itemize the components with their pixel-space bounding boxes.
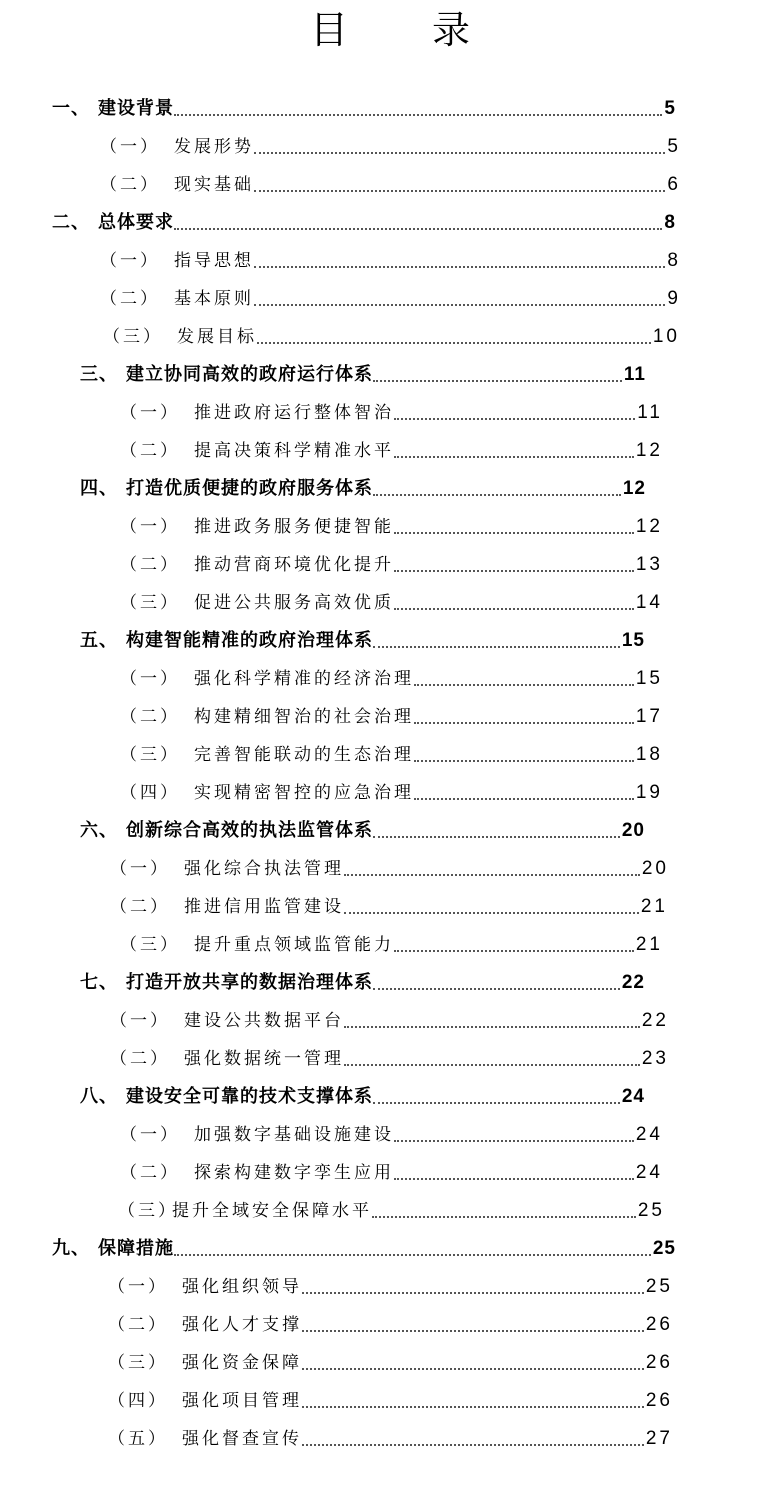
toc-number: （三） [120, 593, 180, 613]
toc-title: 促进公共服务高效优质 [194, 593, 394, 613]
toc-entry[interactable] [110, 1045, 669, 1073]
toc-page-number: 12 [635, 516, 663, 537]
toc-entry[interactable] [120, 437, 663, 465]
toc-leader [344, 894, 639, 914]
toc-page-number: 9 [667, 288, 681, 309]
toc-title: 建设安全可靠的技术支撑体系 [126, 1086, 373, 1107]
toc-page-number: 24 [635, 1162, 663, 1183]
toc-title: 完善智能联动的生态治理 [194, 745, 414, 765]
toc-page-number: 26 [645, 1352, 673, 1373]
toc-title: 推动营商环境优化提升 [194, 555, 394, 575]
toc-number: 八、 [80, 1086, 118, 1107]
toc-page-number: 15 [635, 668, 663, 689]
toc-number: 七、 [80, 972, 118, 993]
toc-page-number: 11 [623, 364, 646, 385]
toc-leader [344, 856, 640, 876]
toc-leader [373, 362, 622, 382]
toc-entry[interactable] [120, 513, 663, 541]
toc-entry[interactable] [103, 323, 680, 351]
toc-number: （四） [120, 783, 180, 803]
toc-leader [344, 1008, 640, 1028]
toc-leader [302, 1426, 644, 1446]
toc-entry[interactable] [108, 1311, 673, 1339]
toc-number: 二、 [52, 212, 90, 233]
toc-number: （三） [103, 327, 163, 347]
toc-number: 六、 [80, 820, 118, 841]
toc-title: 推进信用监管建设 [184, 897, 344, 917]
toc-title: 发展形势 [174, 137, 254, 157]
toc-number: （二） [108, 1315, 168, 1335]
toc-leader [254, 134, 665, 154]
toc-entry[interactable] [80, 361, 646, 389]
toc-title: 强化综合执法管理 [184, 859, 344, 879]
toc-leader [302, 1274, 644, 1294]
toc-title: 总体要求 [98, 212, 174, 233]
toc-title: 加强数字基础设施建设 [194, 1125, 394, 1145]
toc-entry[interactable] [80, 475, 646, 503]
toc-entry[interactable] [108, 1273, 673, 1301]
toc-leader [373, 970, 620, 990]
toc-title: 建设公共数据平台 [184, 1011, 344, 1031]
toc-number: （三） [118, 1201, 178, 1221]
toc-entry[interactable] [120, 589, 663, 617]
toc-title: 发展目标 [177, 327, 257, 347]
toc-title: 指导思想 [174, 251, 254, 271]
toc-page-number: 27 [645, 1428, 673, 1449]
toc-entry[interactable] [80, 1083, 645, 1111]
toc-entry[interactable] [80, 969, 645, 997]
toc-entry[interactable] [100, 247, 681, 275]
toc-leader [302, 1312, 644, 1332]
toc-title: 强化数据统一管理 [184, 1049, 344, 1069]
toc-entry[interactable] [120, 551, 663, 579]
toc-entry[interactable] [100, 171, 681, 199]
toc-entry[interactable] [120, 741, 663, 769]
toc-page-number: 20 [641, 858, 669, 879]
toc-leader [372, 1198, 636, 1218]
toc-page-number: 14 [635, 592, 663, 613]
toc-leader [302, 1388, 644, 1408]
toc-entry[interactable] [120, 665, 663, 693]
toc-entry[interactable] [80, 817, 645, 845]
toc-entry[interactable] [52, 209, 676, 237]
toc-leader [344, 1046, 640, 1066]
toc-leader [373, 628, 620, 648]
toc-title: 强化人才支撑 [182, 1315, 302, 1335]
toc-page-number: 10 [652, 326, 680, 347]
toc-leader [394, 552, 634, 572]
toc-page-number: 17 [635, 706, 663, 727]
toc-number: （二） [120, 707, 180, 727]
toc-page-number: 12 [622, 478, 646, 499]
toc-leader [394, 1160, 634, 1180]
toc-leader [254, 286, 665, 306]
toc-title: 提升全域安全保障水平 [172, 1201, 372, 1221]
toc-page-number: 21 [635, 934, 663, 955]
toc-title: 保障措施 [98, 1238, 174, 1259]
toc-number: （一） [108, 1277, 168, 1297]
toc-leader [414, 742, 634, 762]
toc-title: 现实基础 [174, 175, 254, 195]
toc-entry[interactable] [118, 1197, 665, 1225]
toc-number: （二） [120, 1163, 180, 1183]
toc-leader [373, 818, 620, 838]
toc-entry[interactable] [100, 285, 681, 313]
toc-entry[interactable] [52, 95, 676, 123]
toc-leader [257, 324, 651, 344]
toc-page-number: 12 [635, 440, 663, 461]
toc-number: 九、 [52, 1238, 90, 1259]
toc-page-number: 18 [635, 744, 663, 765]
toc-number: （一） [100, 251, 160, 271]
toc-number: （二） [100, 289, 160, 309]
toc-page-number: 25 [652, 1238, 676, 1259]
toc-number: 一、 [52, 98, 90, 119]
toc-number: （三） [120, 935, 180, 955]
toc-title: 推进政府运行整体智治 [194, 403, 394, 423]
toc-title: 打造开放共享的数据治理体系 [126, 972, 373, 993]
toc-entry[interactable] [120, 1159, 663, 1187]
toc-page-number: 11 [637, 402, 663, 423]
toc-page-number: 8 [667, 250, 681, 271]
toc-leader [414, 704, 634, 724]
toc-page-number: 5 [664, 98, 676, 119]
toc-number: （二） [120, 555, 180, 575]
toc-leader [394, 514, 634, 534]
toc-number: （一） [110, 859, 170, 879]
toc-title: 实现精密智控的应急治理 [194, 783, 414, 803]
toc-number: （一） [120, 669, 180, 689]
toc-entry[interactable] [110, 893, 668, 921]
toc-number: （一） [120, 1125, 180, 1145]
toc-entry[interactable] [80, 627, 645, 655]
toc-page-number: 8 [664, 212, 676, 233]
toc-page-number: 22 [621, 972, 645, 993]
toc-leader [254, 248, 665, 268]
toc-leader [174, 96, 662, 116]
toc-number: （四） [108, 1391, 168, 1411]
toc-entry[interactable] [110, 1007, 669, 1035]
toc-title: 基本原则 [174, 289, 254, 309]
toc-number: （一） [110, 1011, 170, 1031]
toc-number: （二） [110, 1049, 170, 1069]
toc-leader [174, 1236, 651, 1256]
toc-leader [414, 780, 634, 800]
toc-entry[interactable] [110, 855, 669, 883]
toc-title: 强化项目管理 [182, 1391, 302, 1411]
toc-leader [302, 1350, 644, 1370]
toc-page-number: 24 [621, 1086, 645, 1107]
toc-title: 强化组织领导 [182, 1277, 302, 1297]
toc-entry[interactable] [100, 133, 681, 161]
toc-page-number: 24 [635, 1124, 663, 1145]
toc-leader [394, 438, 634, 458]
toc-number: （三） [120, 745, 180, 765]
page-title: 目 录 [309, 8, 507, 52]
toc-title: 打造优质便捷的政府服务体系 [126, 478, 373, 499]
toc-title: 推进政务服务便捷智能 [194, 517, 394, 537]
toc-page-number: 15 [621, 630, 645, 651]
toc-page-number: 23 [641, 1048, 669, 1069]
toc-page-number: 21 [640, 896, 668, 917]
toc-title: 建立协同高效的政府运行体系 [126, 364, 373, 385]
toc-title: 强化资金保障 [182, 1353, 302, 1373]
toc-title: 构建智能精准的政府治理体系 [126, 630, 373, 651]
toc-leader [174, 210, 662, 230]
toc-number: 五、 [80, 630, 118, 651]
toc-page-number: 22 [641, 1010, 669, 1031]
toc-entry[interactable] [120, 703, 663, 731]
toc-page-number: 25 [645, 1276, 673, 1297]
toc-entry[interactable] [108, 1349, 673, 1377]
toc-title: 构建精细智治的社会治理 [194, 707, 414, 727]
toc-entry[interactable] [120, 1121, 663, 1149]
toc-entry[interactable] [108, 1425, 673, 1453]
toc-leader [254, 172, 665, 192]
toc-number: （五） [108, 1429, 168, 1449]
toc-page-number: 19 [635, 782, 663, 803]
toc-number: （三） [108, 1353, 168, 1373]
toc-leader [414, 666, 634, 686]
toc-entry[interactable] [52, 1235, 676, 1263]
toc-title: 提高决策科学精准水平 [194, 441, 394, 461]
toc-leader [373, 476, 621, 496]
toc-entry[interactable] [120, 931, 663, 959]
toc-number: （一） [120, 517, 180, 537]
toc-entry[interactable] [108, 1387, 673, 1415]
toc-page-number: 5 [667, 136, 681, 157]
toc-leader [394, 590, 634, 610]
toc-entry[interactable] [120, 399, 663, 427]
toc-page-number: 26 [645, 1390, 673, 1411]
toc-leader [394, 1122, 634, 1142]
toc-title: 强化科学精准的经济治理 [194, 669, 414, 689]
toc-number: （二） [120, 441, 180, 461]
toc-leader [373, 1084, 620, 1104]
toc-leader [394, 400, 635, 420]
toc-page-number: 6 [667, 174, 681, 195]
toc-number: 三、 [80, 364, 118, 385]
toc-page-number: 25 [637, 1200, 665, 1221]
toc-leader [394, 932, 634, 952]
toc-number: （一） [120, 403, 180, 423]
toc-title: 探索构建数字孪生应用 [194, 1163, 394, 1183]
toc-title: 创新综合高效的执法监管体系 [126, 820, 373, 841]
toc-title: 提升重点领域监管能力 [194, 935, 394, 955]
toc-number: （二） [110, 897, 170, 917]
toc-number: 四、 [80, 478, 118, 499]
toc-number: （二） [100, 175, 160, 195]
toc-entry[interactable] [120, 779, 663, 807]
toc-title: 建设背景 [98, 98, 174, 119]
toc-title: 强化督查宣传 [182, 1429, 302, 1449]
toc-page-number: 13 [635, 554, 663, 575]
toc-number: （一） [100, 137, 160, 157]
toc-page-number: 26 [645, 1314, 673, 1335]
toc-page-number: 20 [621, 820, 645, 841]
